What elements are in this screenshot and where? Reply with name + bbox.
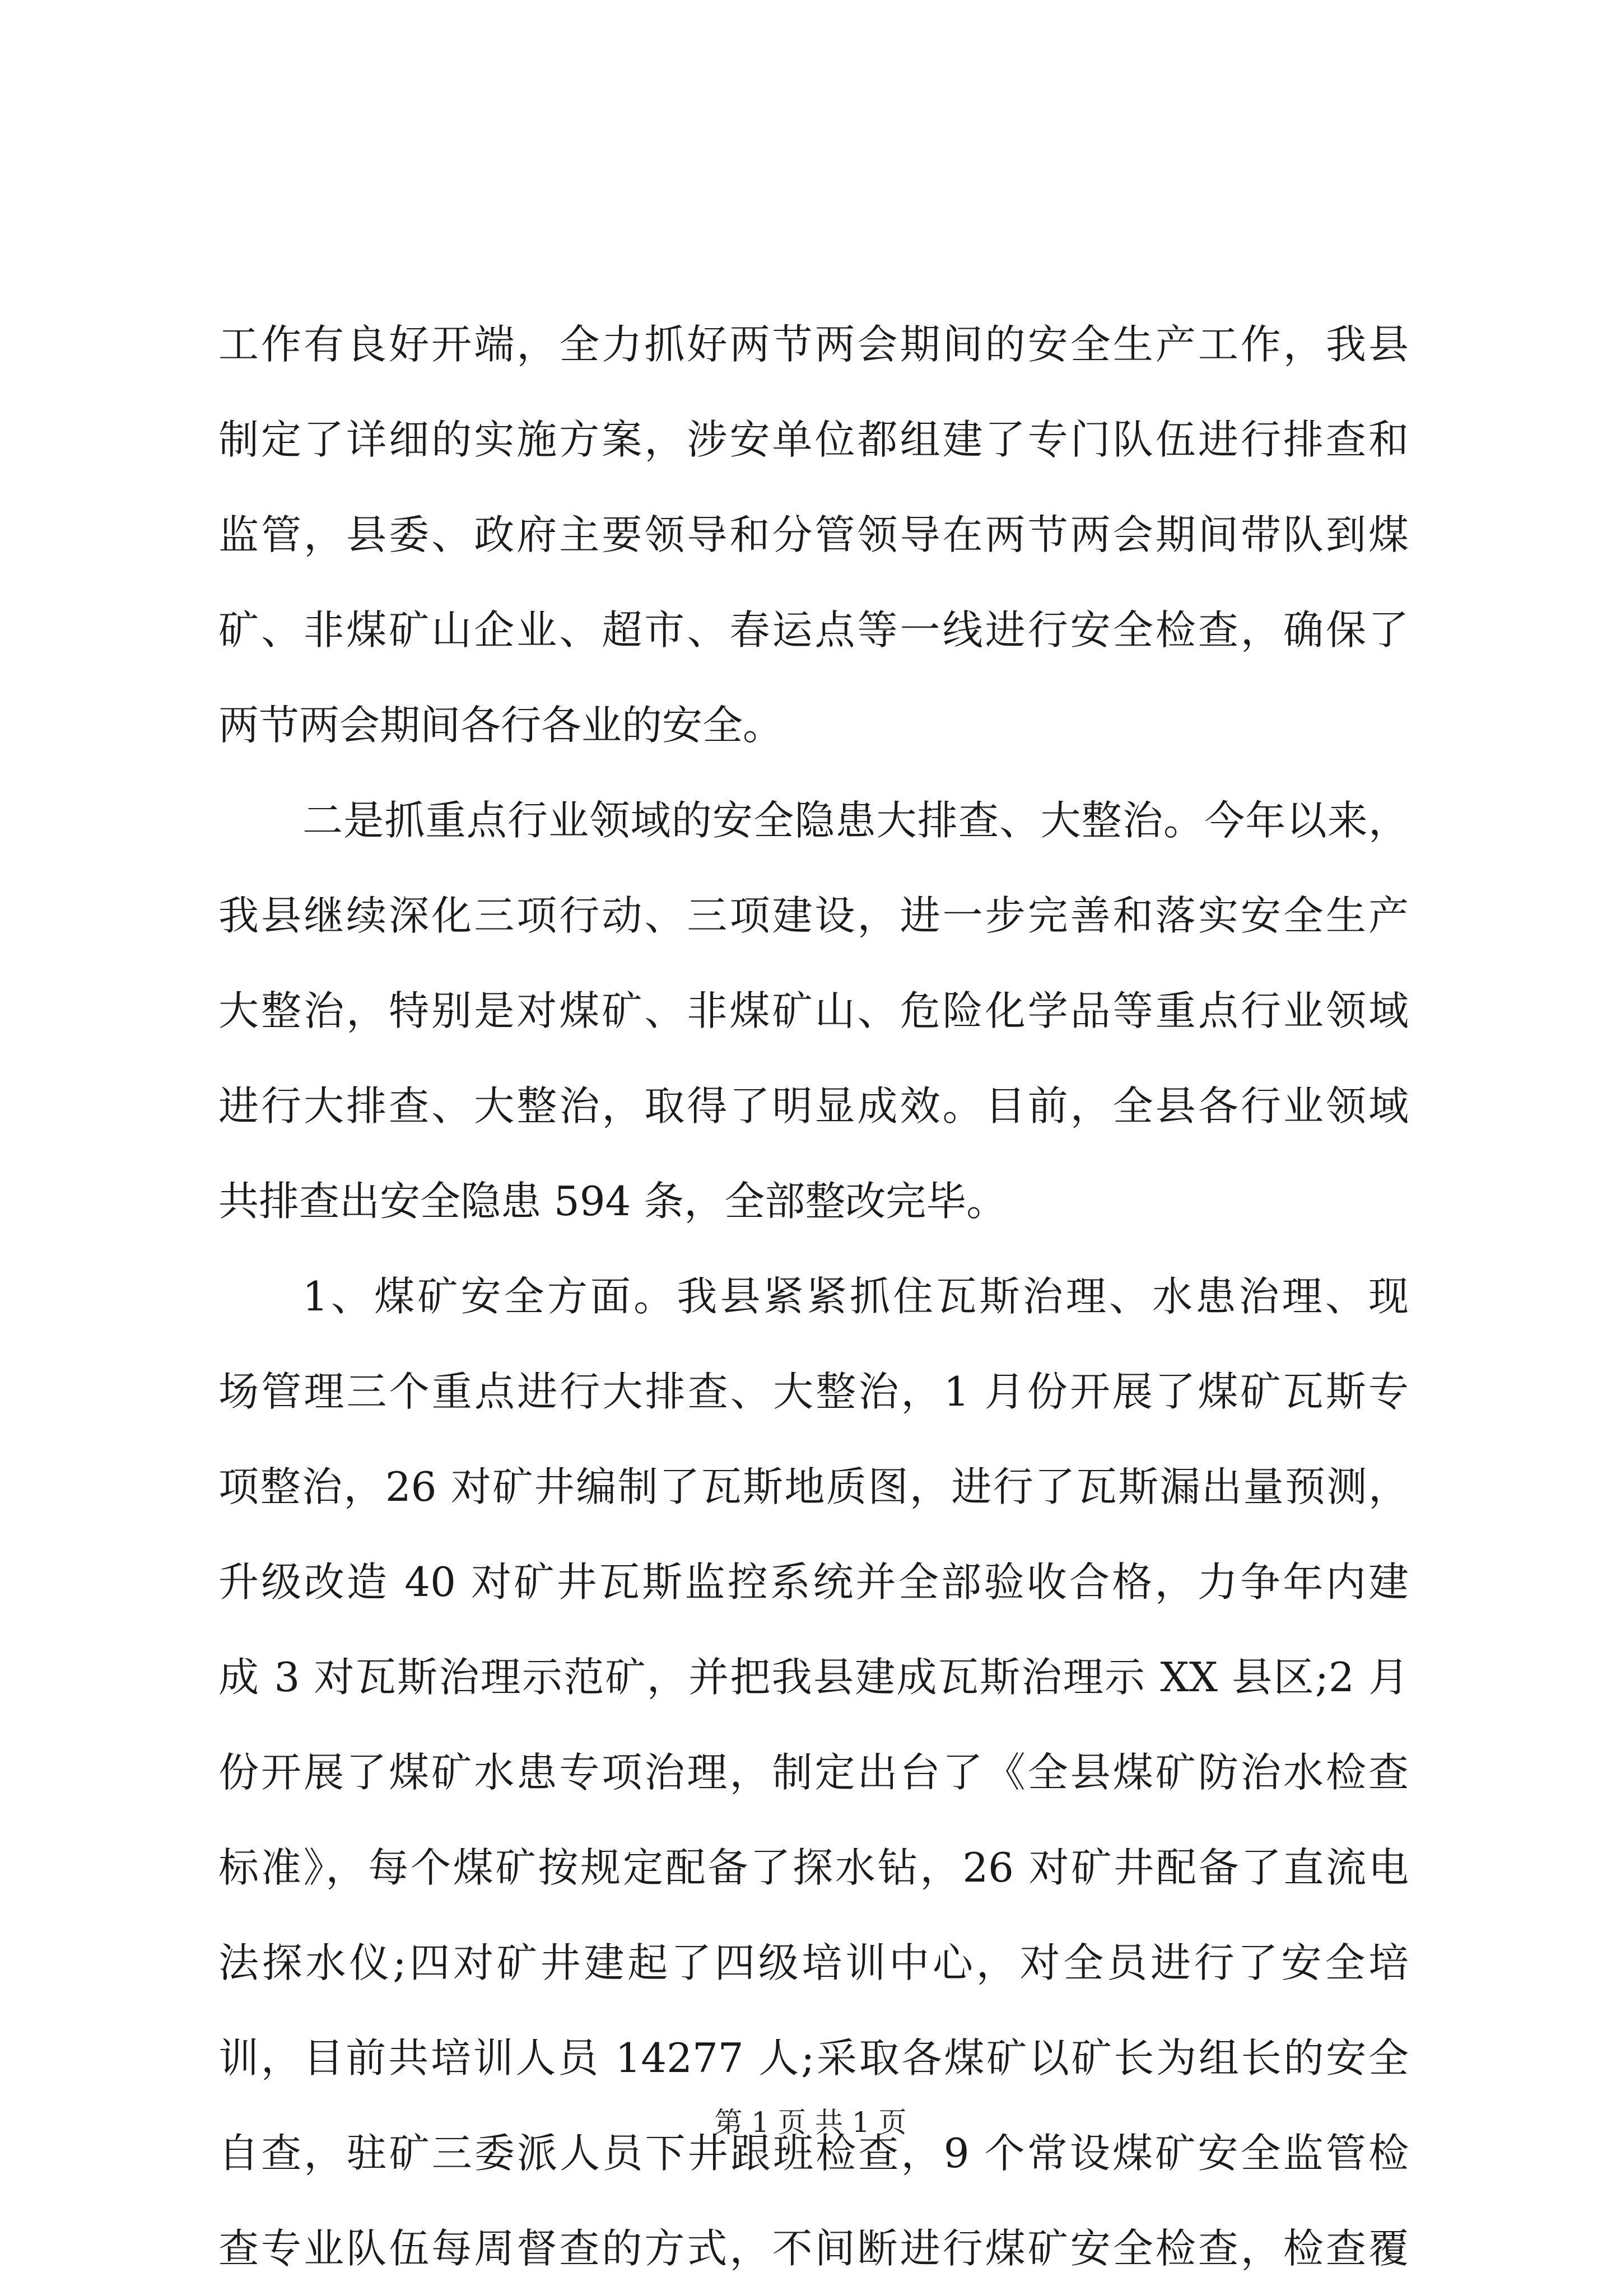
text-line: 监管，县委、政府主要领导和分管领导在两节两会期间带队到煤: [218, 511, 1409, 558]
text-line: 训，目前共培训人员 14277 人;采取各煤矿以矿长为组长的安全: [218, 2034, 1409, 2082]
text-line: 查专业队伍每周督查的方式，不间断进行煤矿安全检查，检查覆: [218, 2225, 1409, 2272]
page-footer: 第 1 页 共 1 页: [714, 2106, 907, 2139]
text-line: 场管理三个重点进行大排查、大整治，1 月份开展了煤矿瓦斯专: [218, 1368, 1409, 1415]
text-line: 自查，驻矿三委派人员下井跟班检查，9 个常设煤矿安全监管检: [218, 2130, 1409, 2177]
text-line: 法探水仪;四对矿井建起了四级培训中心，对全员进行了安全培: [218, 1939, 1409, 1986]
text-line: 1、煤矿安全方面。我县紧紧抓住瓦斯治理、水患治理、现: [302, 1273, 1409, 1320]
text-line: 份开展了煤矿水患专项治理，制定出台了《全县煤矿防治水检查: [218, 1749, 1409, 1796]
text-line: 共排查出安全隐患 594 条，全部整改完毕。: [218, 1178, 1007, 1225]
text-line: 制定了详细的实施方案，涉安单位都组建了专门队伍进行排查和: [218, 416, 1409, 463]
text-line: 我县继续深化三项行动、三项建设，进一步完善和落实安全生产: [218, 892, 1409, 939]
text-line: 工作有良好开端，全力抓好两节两会期间的安全生产工作，我县: [218, 321, 1409, 368]
text-line: 矿、非煤矿山企业、超市、春运点等一线进行安全检查，确保了: [218, 606, 1409, 654]
text-line: 两节两会期间各行各业的安全。: [218, 702, 784, 749]
text-line: 升级改造 40 对矿井瓦斯监控系统并全部验收合格，力争年内建: [218, 1558, 1409, 1606]
body-text: [218, 297, 1409, 2296]
text-line: 成 3 对瓦斯治理示范矿，并把我县建成瓦斯治理示 XX 县区;2 月: [218, 1654, 1409, 1701]
text-line: 二是抓重点行业领域的安全隐患大排查、大整治。今年以来，: [302, 797, 1409, 844]
text-line: 项整治，26 对矿井编制了瓦斯地质图，进行了瓦斯漏出量预测，: [218, 1463, 1409, 1510]
text-line: 大整治，特别是对煤矿、非煤矿山、危险化学品等重点行业领域: [218, 987, 1409, 1034]
text-line: 标准》，每个煤矿按规定配备了探水钻，26 对矿井配备了直流电: [218, 1844, 1409, 1891]
text-line: 进行大排查、大整治，取得了明显成效。目前，全县各行业领域: [218, 1082, 1409, 1130]
